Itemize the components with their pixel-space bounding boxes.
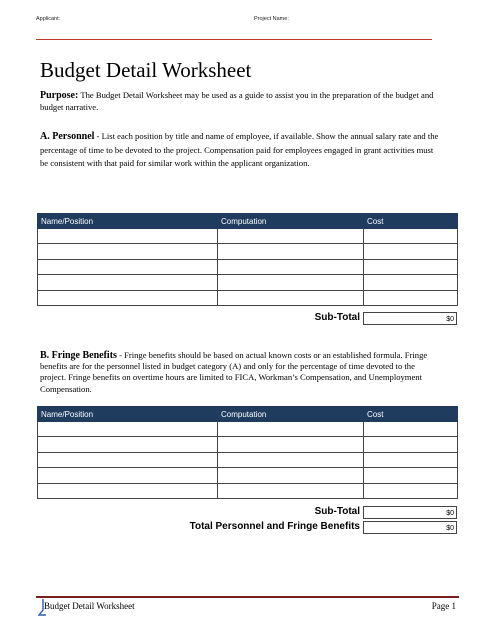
cost-cell[interactable]	[364, 290, 458, 305]
section-b-description	[40, 350, 440, 395]
section-a-subtotal-value: $0	[363, 312, 457, 325]
table-row	[38, 275, 458, 290]
cost-cell[interactable]	[364, 244, 458, 259]
section-b-text: - Fringe benefits should be based on actual known costs or an established formula. Fringe benefits are for the personnel listed in budget category (A) and only for the percentage of time devoted to the project. Fringe benefits on overtime hours are limited to FICA, Workman’s Compensation, and Unemployment Compensation.	[40, 350, 428, 394]
section-a-heading: A. Personnel	[40, 131, 95, 142]
section-a-text: - List each position by title and name of employee, if available. Show the annual salary rate and the percentage of time to be devoted to the project. Compensation paid for employees engaged in grant activities must be consistent with that paid for similar work within the applicant organization.	[40, 131, 439, 168]
column-header-name-position: Name/Position	[38, 214, 218, 229]
table-row	[38, 244, 458, 259]
project-name-label: Project Name:	[254, 16, 289, 22]
purpose-paragraph	[40, 90, 440, 113]
name-position-cell[interactable]	[38, 483, 218, 498]
column-header-computation: Computation	[218, 407, 364, 422]
computation-cell[interactable]	[218, 452, 364, 467]
total-personnel-fringe-value: $0	[363, 521, 457, 534]
computation-cell[interactable]	[218, 259, 364, 274]
name-position-cell[interactable]	[38, 244, 218, 259]
computation-cell[interactable]	[218, 290, 364, 305]
name-position-cell[interactable]	[38, 468, 218, 483]
cost-cell[interactable]	[364, 452, 458, 467]
column-header-cost: Cost	[364, 214, 458, 229]
name-position-cell[interactable]	[38, 452, 218, 467]
name-position-cell[interactable]	[38, 422, 218, 437]
table-row	[38, 259, 458, 274]
column-header-name-position: Name/Position	[38, 407, 218, 422]
computation-cell[interactable]	[218, 483, 364, 498]
total-personnel-fringe-label: Total Personnel and Fringe Benefits	[189, 521, 360, 532]
section-b-subtotal-value: $0	[363, 506, 457, 519]
cost-cell[interactable]	[364, 229, 458, 244]
section-b-heading: B. Fringe Benefits	[40, 350, 117, 361]
table-header-row	[38, 407, 458, 422]
column-header-cost: Cost	[364, 407, 458, 422]
table-row	[38, 483, 458, 498]
computation-cell[interactable]	[218, 229, 364, 244]
footer-divider	[36, 596, 459, 598]
cost-cell[interactable]	[364, 259, 458, 274]
header-divider	[36, 39, 432, 40]
section-a-subtotal-label: Sub-Total	[314, 312, 360, 323]
name-position-cell[interactable]	[38, 229, 218, 244]
table-row	[38, 290, 458, 305]
computation-cell[interactable]	[218, 468, 364, 483]
table-row	[38, 229, 458, 244]
table-header-row	[38, 214, 458, 229]
section-b-subtotal-label: Sub-Total	[314, 506, 360, 517]
table-row	[38, 422, 458, 437]
cost-cell[interactable]	[364, 468, 458, 483]
footer-title: Budget Detail Worksheet	[44, 601, 135, 611]
name-position-cell[interactable]	[38, 437, 218, 452]
column-header-computation: Computation	[218, 214, 364, 229]
table-row	[38, 452, 458, 467]
table-row	[38, 437, 458, 452]
name-position-cell[interactable]	[38, 275, 218, 290]
name-position-cell[interactable]	[38, 290, 218, 305]
page-title: Budget Detail Worksheet	[40, 58, 252, 82]
computation-cell[interactable]	[218, 275, 364, 290]
computation-cell[interactable]	[218, 437, 364, 452]
fringe-benefits-table	[37, 406, 458, 499]
table-row	[38, 468, 458, 483]
cost-cell[interactable]	[364, 275, 458, 290]
cost-cell[interactable]	[364, 437, 458, 452]
purpose-text: The Budget Detail Worksheet may be used as a guide to assist you in the preparation of the budget and budget narrative.	[40, 90, 434, 112]
name-position-cell[interactable]	[38, 259, 218, 274]
section-a-description	[40, 130, 440, 169]
computation-cell[interactable]	[218, 244, 364, 259]
computation-cell[interactable]	[218, 422, 364, 437]
applicant-label: Applicant:	[36, 16, 61, 22]
cost-cell[interactable]	[364, 483, 458, 498]
personnel-table	[37, 213, 458, 306]
cost-cell[interactable]	[364, 422, 458, 437]
purpose-label: Purpose:	[40, 90, 79, 101]
page-number: Page 1	[431, 601, 456, 611]
